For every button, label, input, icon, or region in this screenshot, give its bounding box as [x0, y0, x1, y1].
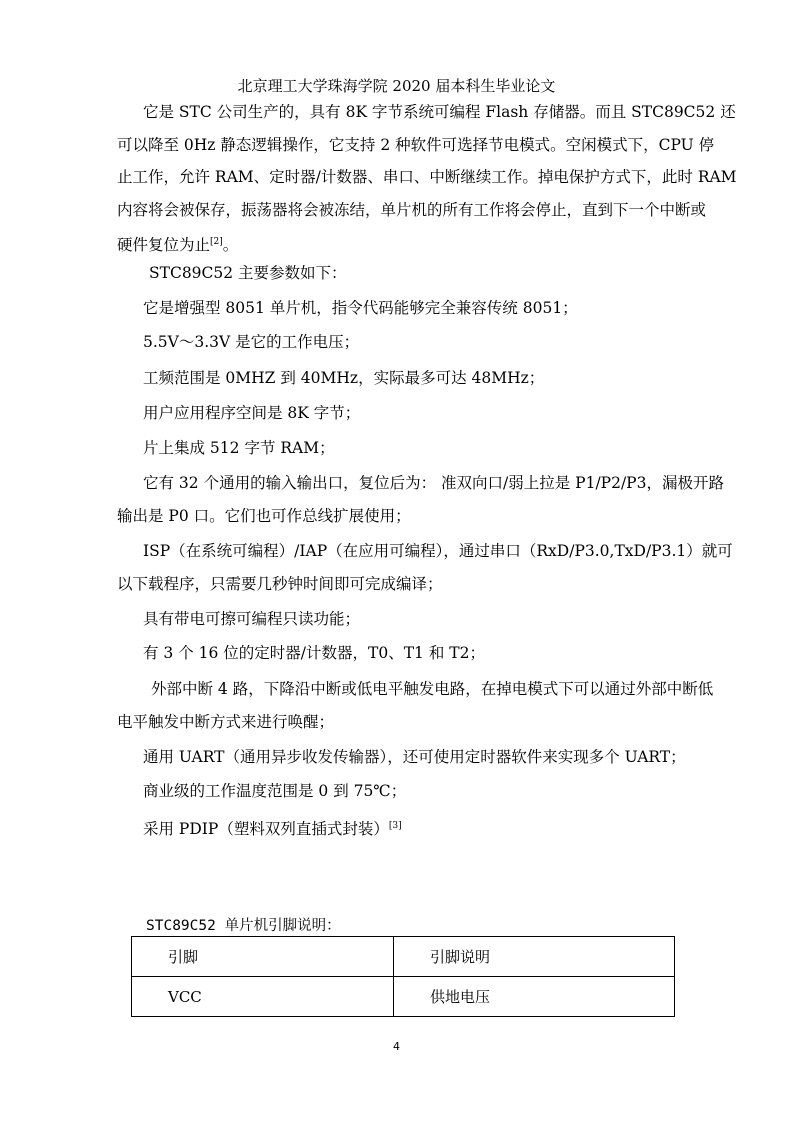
param-5: 片上集成 512 字节 RAM； [143, 439, 335, 457]
param-7 [117, 535, 733, 600]
param-7-line-2: 以下载程序，只需要几秒钟时间即可完成编译； [117, 574, 443, 593]
param-7-line-1: ISP（在系统可编程）/IAP（在应用可编程），通过串口（RxD/P3.0,TxD/P3.1）就可 [143, 542, 733, 560]
citation-3: [3] [388, 821, 402, 831]
table-header-cell: 引脚 [132, 937, 394, 977]
table-caption: STC89C52 单片机引脚说明： [146, 918, 341, 934]
intro-line-2: 可以降至 0Hz 静态逻辑操作，它支持 2 种软件可选择节电模式。空闲模式下，CPU 停 [117, 135, 715, 154]
param-1: 它是增强型 8051 单片机，指令代码能够完全兼容传统 8051； [143, 299, 578, 317]
table-header-cell: 引脚说明 [394, 937, 675, 977]
param-10 [117, 673, 731, 738]
intro-line-5-end: 。 [222, 236, 239, 254]
table-header-row [132, 937, 675, 977]
param-10-line-2: 电平触发中断方式来进行唤醒； [117, 712, 335, 731]
params-title: STC89C52 主要参数如下： [149, 264, 347, 282]
table-cell: VCC [132, 977, 394, 1017]
param-10-line-1: 外部中断 4 路，下降沿中断或低电平触发电路，在掉电模式下可以通过外部中断低 [151, 680, 714, 698]
param-12: 商业级的工作温度范围是 0 到 75℃； [143, 782, 407, 800]
intro-line-3: 止工作，允许 RAM、定时器/计数器、串口、中断继续工作。掉电保护方式下，此时 RAM [117, 168, 737, 186]
param-4: 用户应用程序空间是 8K 字节； [143, 404, 361, 422]
param-13-text: 采用 PDIP（塑料双列直插式封装） [143, 820, 389, 838]
page-number: 4 [393, 1040, 400, 1053]
param-6-line-1: 它有 32 个通用的输入输出口，复位后为： 准双向口/弱上拉是 P1/P2/P3，漏极开路 [143, 474, 724, 492]
param-11: 通用 UART（通用异步收发传输器），还可使用定时器软件来实现多个 UART； [143, 748, 686, 766]
table-row [132, 977, 675, 1017]
param-9: 有 3 个 16 位的定时器/计数器，T0、T1 和 T2； [143, 644, 485, 662]
param-2: 5.5V～3.3V 是它的工作电压； [143, 333, 360, 351]
intro-line-4: 内容将会被保存，振荡器将会被冻结，单片机的所有工作将会停止，直到下一个中断或 [117, 200, 707, 219]
param-6 [117, 467, 724, 532]
page-header: 北京理工大学珠海学院 2020 届本科生毕业论文 [237, 77, 556, 95]
intro-line-5-text: 硬件复位为止 [117, 236, 211, 254]
param-13 [143, 810, 723, 846]
param-8: 具有带电可擦可编程只读功能； [143, 610, 361, 628]
param-3: 工频范围是 0MHZ 到 40MHz，实际最多可达 48MHz； [143, 369, 545, 387]
intro-line-1: 它是 STC 公司生产的，具有 8K 字节系统可编程 Flash 存储器。而且 STC89C52 还 [143, 103, 736, 121]
citation-2: [2] [210, 237, 223, 247]
intro-paragraph [117, 96, 737, 262]
table-cell: 供地电压 [394, 977, 675, 1017]
pin-table [131, 936, 675, 1017]
param-6-line-2: 输出是 P0 口。它们也可作总线扩展使用； [117, 506, 411, 525]
